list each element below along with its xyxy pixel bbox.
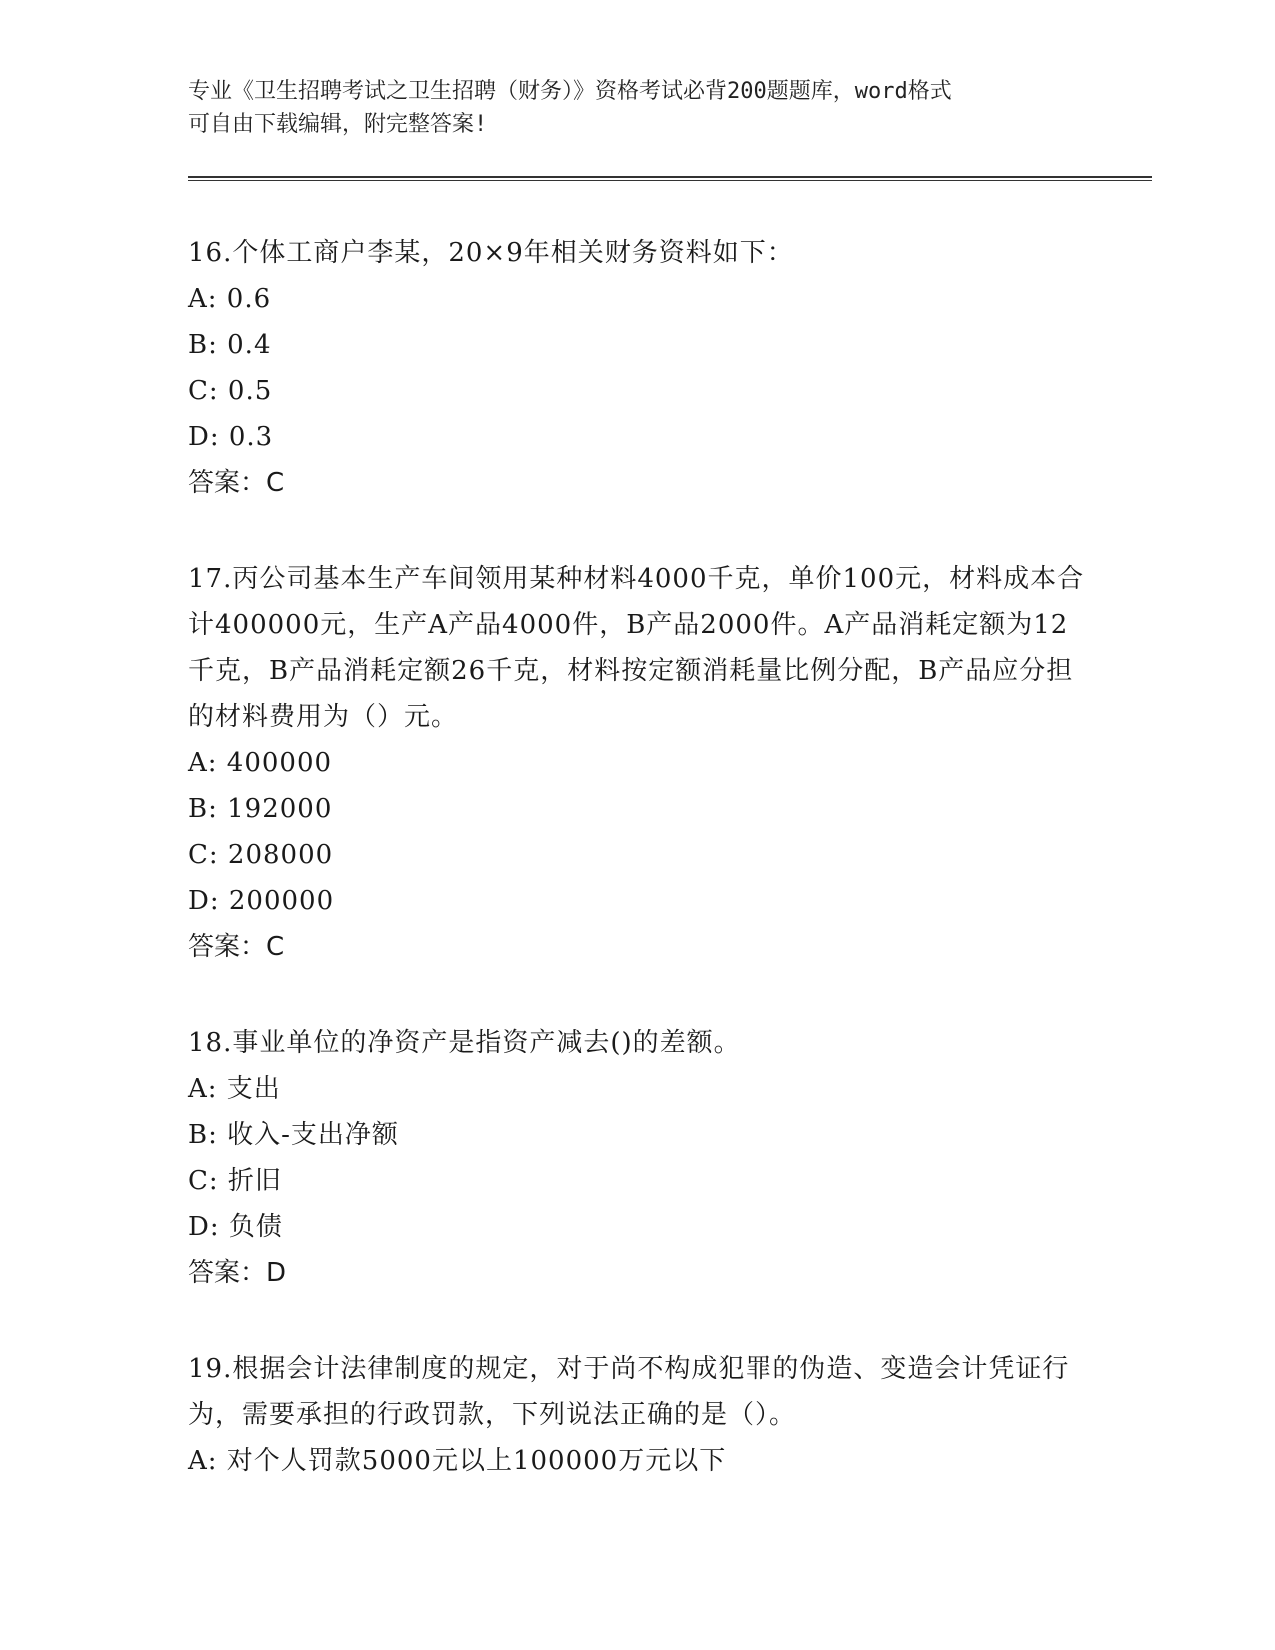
question-16 (188, 230, 1088, 506)
option-b: B: 收入-支出净额 (188, 1120, 399, 1150)
document-header (188, 75, 1068, 141)
question-stem: 16.个体工商户李某，20×9年相关财务资料如下： (188, 238, 794, 268)
option-a: A: 0.6 (188, 284, 272, 314)
answer-line: 答案：C (188, 468, 285, 498)
option-b: B: 192000 (188, 794, 333, 824)
option-d: D: 负债 (188, 1212, 283, 1242)
option-b: B: 0.4 (188, 330, 272, 360)
option-c: C: 208000 (188, 840, 334, 870)
header-line-2: 可自由下载编辑，附完整答案! (188, 112, 488, 137)
question-list (188, 230, 1088, 1534)
question-19 (188, 1346, 1088, 1484)
question-17 (188, 556, 1088, 970)
question-stem: 17.丙公司基本生产车间领用某种材料4000千克，单价100元，材料成本合计400000元，生产A产品4000件，B产品2000件。A产品消耗定额为12千克，B产品消耗定额26千克，材料按定额消耗量比例分配，B产品应分担的材料费用为（）元。 (188, 564, 1085, 732)
header-divider (188, 176, 1152, 181)
header-line-1: 专业《卫生招聘考试之卫生招聘（财务）》资格考试必背200题题库，word格式 (188, 79, 952, 104)
option-d: D: 200000 (188, 886, 335, 916)
option-c: C: 0.5 (188, 376, 273, 406)
option-c: C: 折旧 (188, 1166, 282, 1196)
option-a: A: 400000 (188, 748, 333, 778)
option-a: A: 对个人罚款5000元以上100000万元以下 (188, 1446, 727, 1476)
option-a: A: 支出 (188, 1074, 281, 1104)
question-18 (188, 1020, 1088, 1296)
answer-line: 答案：C (188, 932, 285, 962)
option-d: D: 0.3 (188, 422, 274, 452)
question-stem: 18.事业单位的净资产是指资产减去()的差额。 (188, 1028, 741, 1058)
question-stem: 19.根据会计法律制度的规定，对于尚不构成犯罪的伪造、变造会计凭证行为，需要承担的行政罚款，下列说法正确的是（）。 (188, 1354, 1070, 1430)
answer-line: 答案：D (188, 1258, 287, 1288)
